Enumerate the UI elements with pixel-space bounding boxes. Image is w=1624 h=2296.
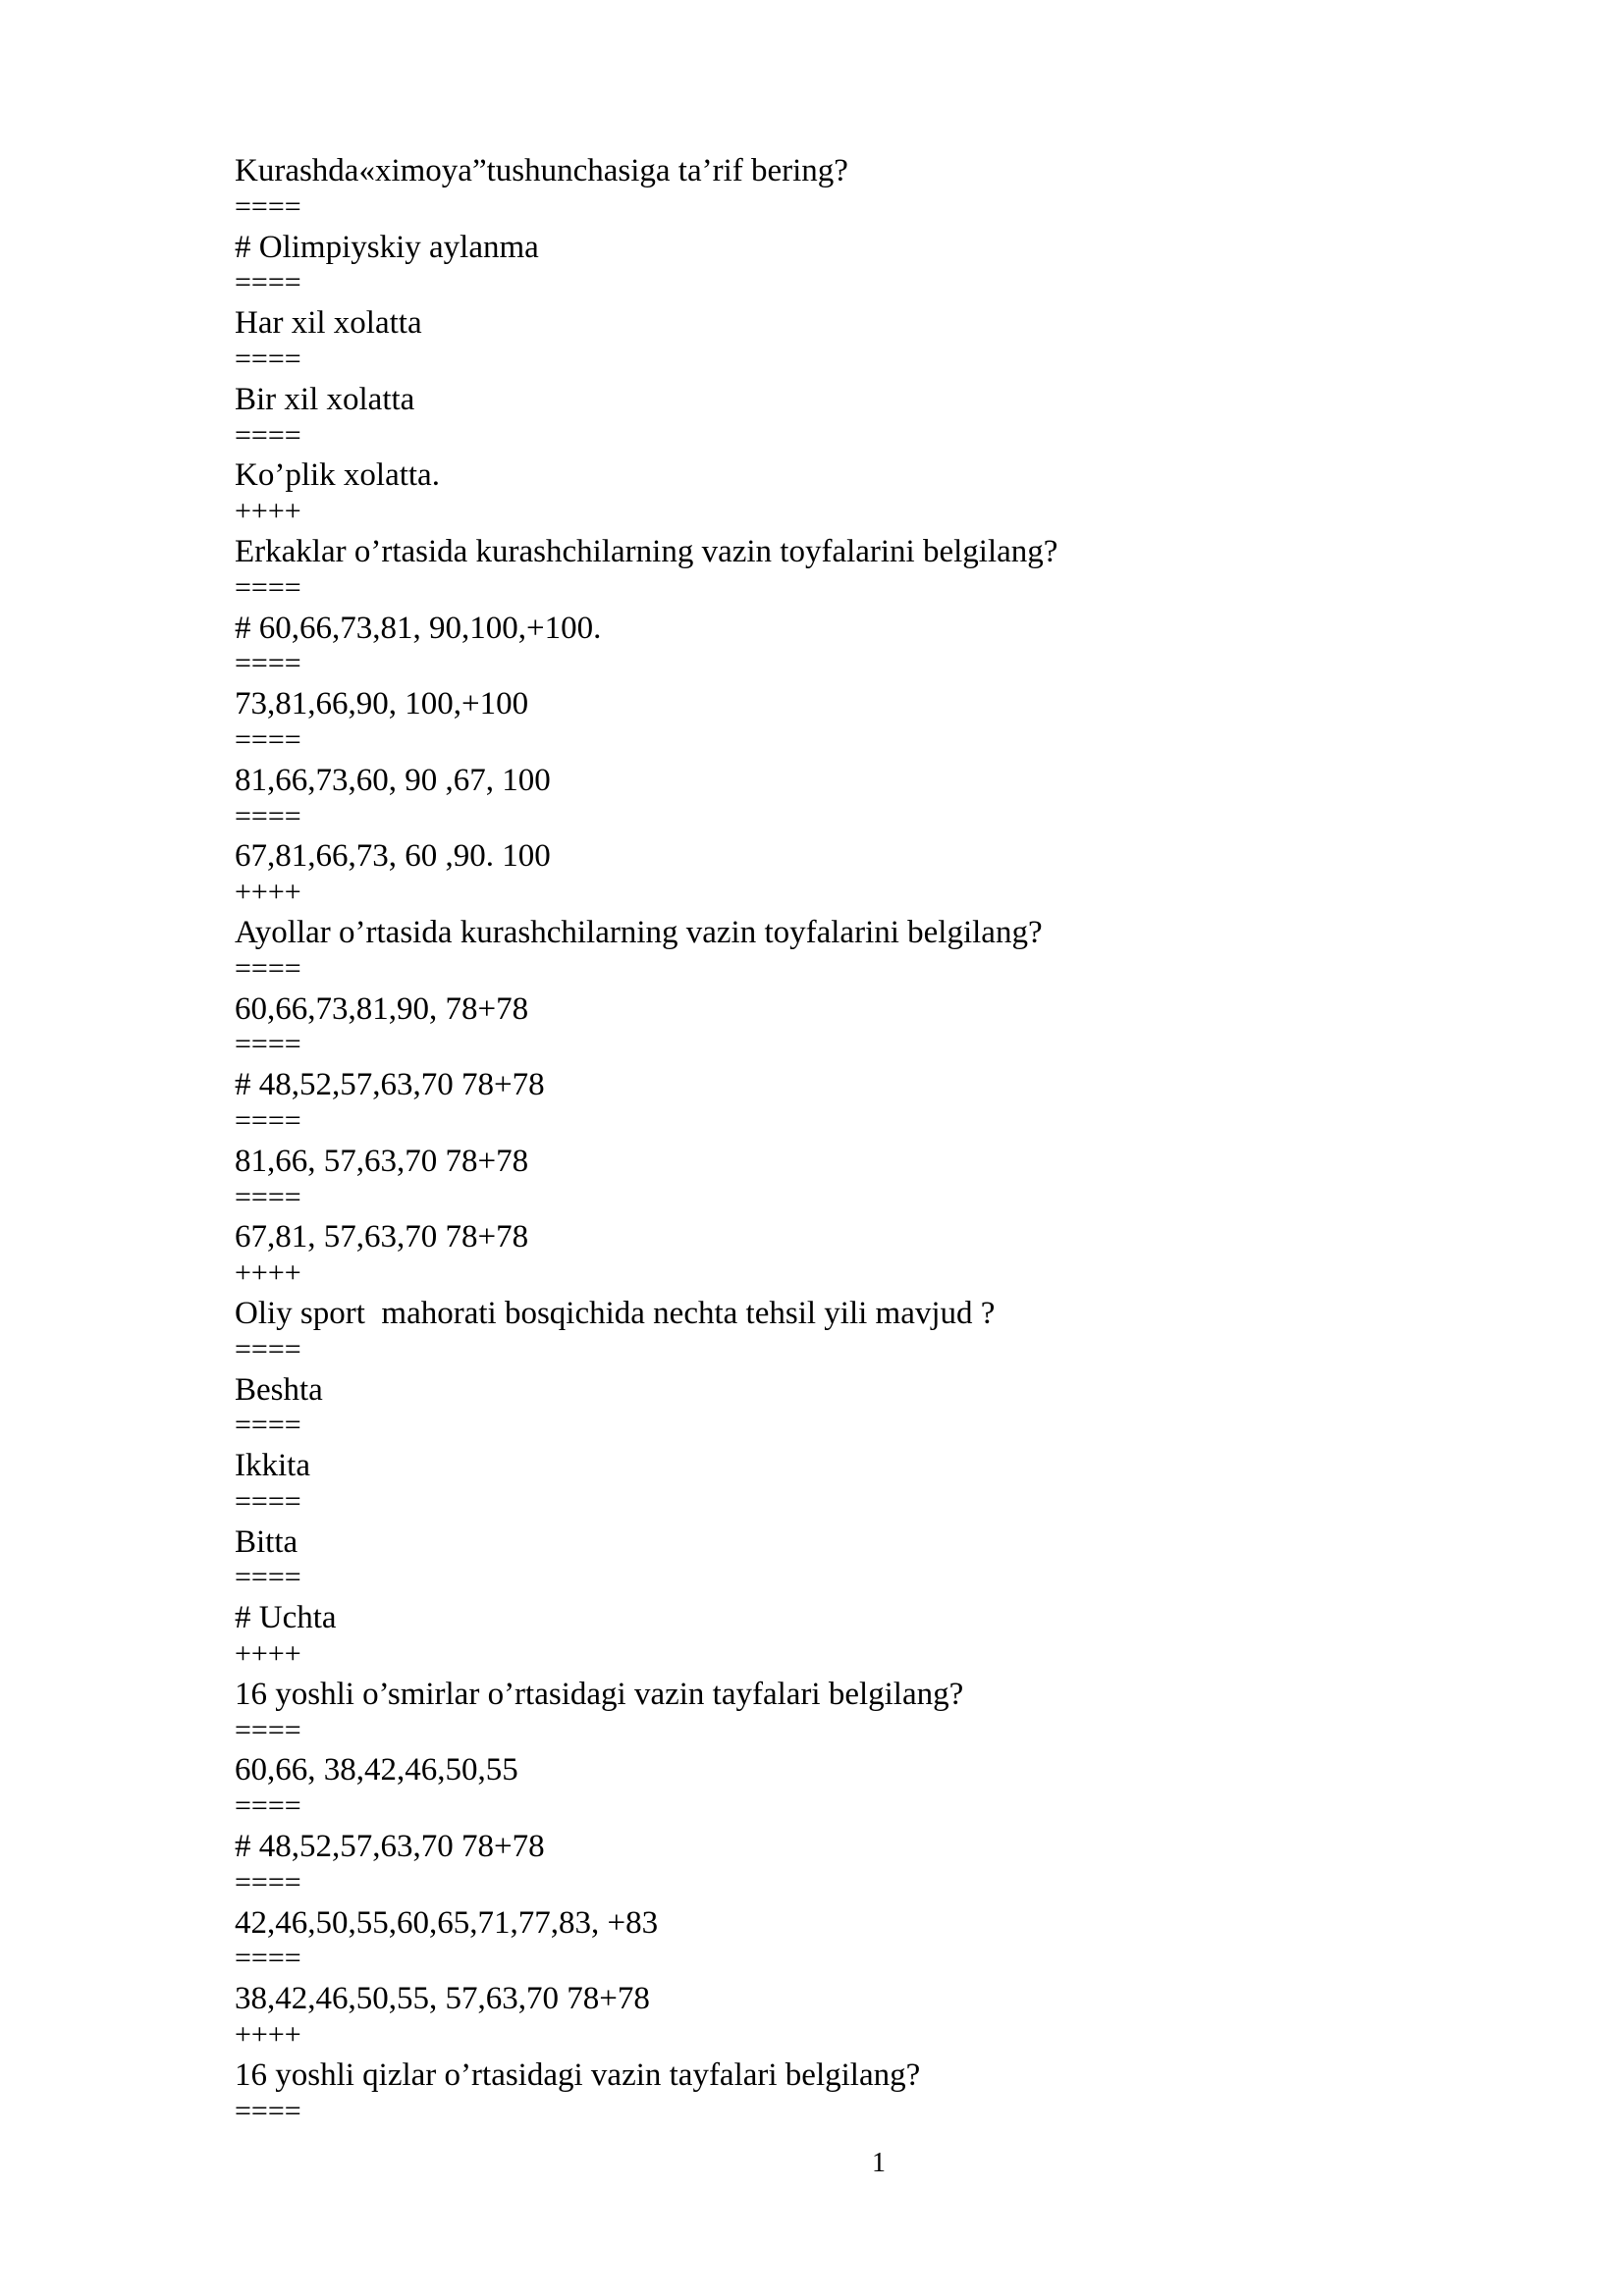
answer-line: Bitta [235, 1523, 298, 1560]
separator-line: ==== [235, 647, 301, 680]
separator-line: ==== [235, 1180, 301, 1213]
separator-line: ==== [235, 1713, 301, 1746]
answer-line: 60,66,73,81,90, 78+78 [235, 990, 529, 1027]
separator-line: ==== [235, 1028, 301, 1061]
answer-line: Beshta [235, 1371, 323, 1408]
question-line: Ayollar o’rtasida kurashchilarning vazin toyfalarini belgilang? [235, 914, 1043, 950]
answer-line: Har xil xolatta [235, 305, 422, 342]
answer-line: Ikkita [235, 1448, 310, 1484]
answer-line: Ko’plik xolatta. [235, 457, 440, 494]
answer-line: # 60,66,73,81, 90,100,+100. [235, 610, 602, 646]
question-line: 16 yoshli o’smirlar o’rtasidagi vazin tayfalari belgilang? [235, 1676, 964, 1712]
answer-line: 42,46,50,55,60,65,71,77,83, +83 [235, 1904, 659, 1941]
separator-line: ==== [235, 1942, 301, 1975]
separator-line: ==== [235, 1332, 301, 1365]
answer-line: 73,81,66,90, 100,+100 [235, 686, 529, 722]
question-line: Kurashda«ximoya”tushunchasiga ta’rif bering? [235, 153, 848, 188]
page-number: 1 [872, 2148, 886, 2178]
separator-line: ==== [235, 722, 301, 756]
answer-line: 60,66, 38,42,46,50,55 [235, 1752, 518, 1789]
separator-line: ==== [235, 266, 301, 299]
answer-line: # 48,52,57,63,70 78+78 [235, 1829, 545, 1865]
separator-line: ==== [235, 799, 301, 832]
separator-line: ==== [235, 1865, 301, 1898]
separator-line: ==== [235, 1409, 301, 1442]
separator-line: ==== [235, 1789, 301, 1823]
separator-line: ==== [235, 951, 301, 985]
separator-line: ++++ [235, 495, 301, 528]
answer-line: 81,66,73,60, 90 ,67, 100 [235, 762, 551, 798]
separator-line: ==== [235, 1103, 301, 1137]
answer-line: # Uchta [235, 1600, 337, 1636]
separator-line: ==== [235, 1561, 301, 1594]
question-line: Erkaklar o’rtasida kurashchilarning vazin toyfalarini belgilang? [235, 533, 1058, 569]
answer-line: # Olimpiyskiy aylanma [235, 229, 539, 265]
separator-line: ++++ [235, 1256, 301, 1290]
separator-line: ++++ [235, 2018, 301, 2052]
separator-line: ==== [235, 418, 301, 452]
separator-line: ++++ [235, 876, 301, 909]
answer-line: # 48,52,57,63,70 78+78 [235, 1067, 545, 1103]
answer-line: Bir xil xolatta [235, 381, 415, 417]
separator-line: ==== [235, 1484, 301, 1518]
separator-line: ++++ [235, 1637, 301, 1671]
answer-line: 67,81,66,73, 60 ,90. 100 [235, 838, 551, 875]
answer-line: 38,42,46,50,55, 57,63,70 78+78 [235, 1981, 650, 2017]
question-line: Oliy sport mahorati bosqichida nechta tehsil yili mavjud ? [235, 1295, 996, 1331]
separator-line: ==== [235, 2094, 301, 2127]
separator-line: ==== [235, 342, 301, 375]
separator-line: ==== [235, 189, 301, 223]
question-line: 16 yoshli qizlar o’rtasidagi vazin tayfalari belgilang? [235, 2056, 921, 2093]
document-body [235, 152, 1413, 2132]
answer-line: 67,81, 57,63,70 78+78 [235, 1219, 529, 1255]
answer-line: 81,66, 57,63,70 78+78 [235, 1143, 529, 1179]
separator-line: ==== [235, 570, 301, 604]
